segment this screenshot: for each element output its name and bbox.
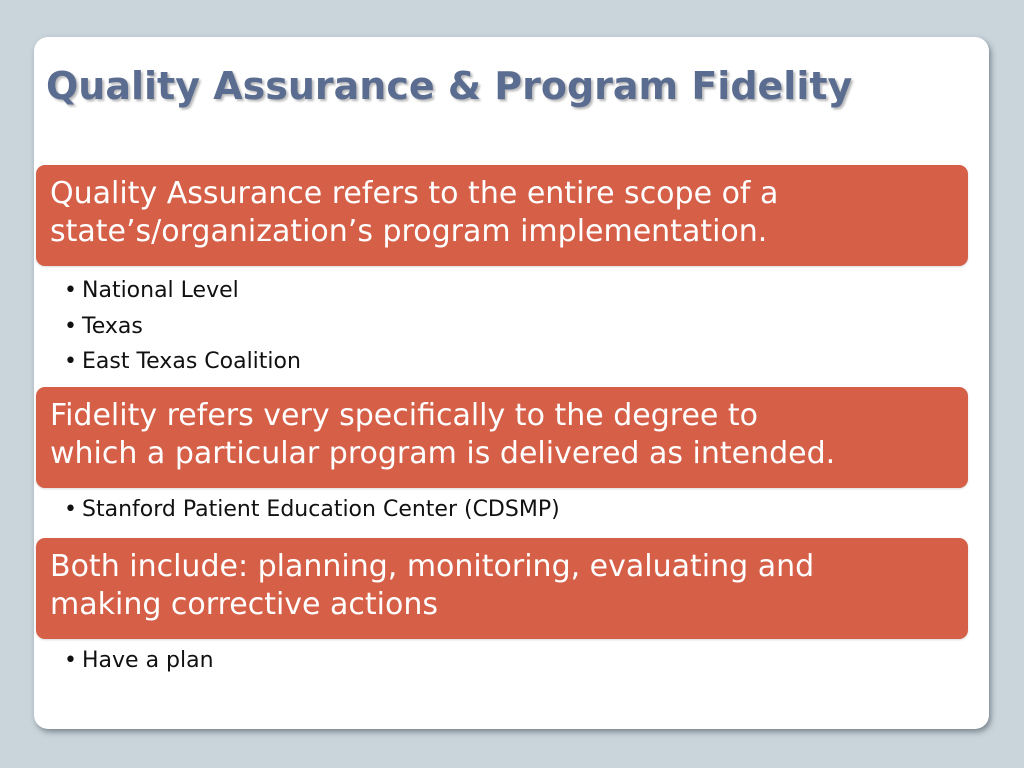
section-2-heading-box [36, 387, 968, 488]
list-item [64, 643, 214, 679]
section-3-bullet-list [64, 643, 214, 679]
bullet-icon: • [64, 278, 77, 303]
section-1-bullet-list [64, 273, 301, 380]
section-2-heading-line-2: which a particular program is delivered as intended. [50, 436, 836, 471]
list-item [64, 492, 560, 528]
section-2-heading-line-1: Fidelity refers very specifically to the degree to [50, 398, 759, 433]
list-item-text: Stanford Patient Education Center (CDSMP) [82, 497, 560, 522]
list-item-text: East Texas Coalition [82, 349, 301, 374]
section-3-heading-line-2: making corrective actions [50, 587, 439, 622]
list-item [64, 344, 301, 380]
list-item-text: Have a plan [82, 648, 214, 673]
section-1-heading-line-2: state’s/organization’s program implementation. [50, 214, 768, 249]
list-item-text: Texas [82, 313, 143, 339]
section-3-heading-box [36, 538, 968, 639]
section-2-bullet-list [64, 492, 560, 528]
bullet-icon: • [64, 349, 77, 374]
bullet-icon: • [64, 648, 77, 673]
section-1-heading-line-1: Quality Assurance refers to the entire scope of a [50, 176, 779, 211]
bullet-icon: • [64, 497, 77, 522]
list-item [64, 273, 301, 309]
list-item-text: National Level [82, 278, 239, 303]
slide-title: Quality Assurance & Program Fidelity [46, 64, 853, 108]
bullet-icon: • [64, 313, 77, 339]
slide [34, 37, 989, 729]
list-item [64, 309, 301, 345]
section-3-heading-line-1: Both include: planning, monitoring, evaluating and [50, 549, 815, 584]
section-1-heading-box [36, 165, 968, 266]
